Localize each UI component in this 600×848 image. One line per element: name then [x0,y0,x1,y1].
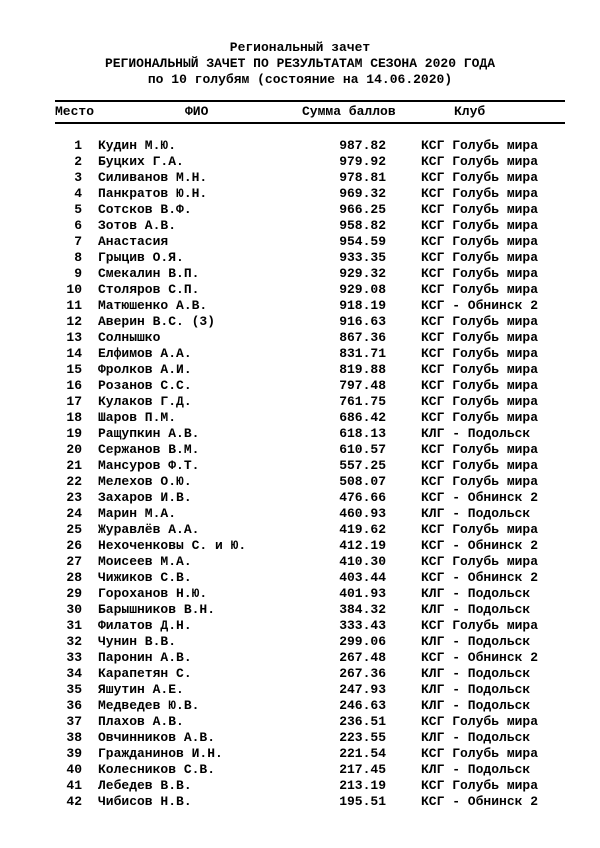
row-name: Овчинников А.В. [98,730,216,745]
row-club: КСГ Голубь мира [421,410,539,425]
table-row [0,538,600,554]
row-score: 412.19 [339,538,386,553]
row-place: 10 [66,282,82,297]
row-score: 247.93 [339,682,386,697]
row-place: 15 [66,362,82,377]
row-score: 987.82 [339,138,386,153]
row-score: 819.88 [339,362,386,377]
row-club: КЛГ - Подольск [421,682,531,697]
row-club: КСГ Голубь мира [421,442,539,457]
row-name: Зотов А.В. [98,218,177,233]
row-score: 267.36 [339,666,386,681]
header-rule [55,122,565,124]
row-place: 36 [66,698,82,713]
column-name-header: ФИО [185,104,209,119]
row-name: Столяров С.П. [98,282,200,297]
row-place: 24 [66,506,82,521]
row-club: КЛГ - Подольск [421,698,531,713]
row-score: 403.44 [339,570,386,585]
row-name: Сержанов В.М. [98,442,200,457]
row-place: 25 [66,522,82,537]
row-place: 16 [66,378,82,393]
table-row [0,218,600,234]
row-club: КЛГ - Подольск [421,506,531,521]
table-row [0,778,600,794]
document-header [0,40,600,88]
row-place: 17 [66,394,82,409]
row-place: 21 [66,458,82,473]
row-name: Медведев Ю.В. [98,698,200,713]
row-score: 797.48 [339,378,386,393]
row-score: 460.93 [339,506,386,521]
table-row [0,474,600,490]
table-row [0,426,600,442]
row-score: 618.13 [339,426,386,441]
row-name: Анастасия [98,234,169,249]
row-name: Моисеев М.А. [98,554,192,569]
row-place: 12 [66,314,82,329]
row-place: 38 [66,730,82,745]
row-score: 401.93 [339,586,386,601]
row-name: Чунин В.В. [98,634,177,649]
row-name: Лебедев В.В. [98,778,192,793]
row-club: КСГ - Обнинск 2 [421,650,539,665]
table-row [0,458,600,474]
row-place: 9 [74,266,82,281]
row-score: 978.81 [339,170,386,185]
row-club: КСГ Голубь мира [421,170,539,185]
row-club: КСГ Голубь мира [421,346,539,361]
row-score: 213.19 [339,778,386,793]
row-club: КСГ Голубь мира [421,234,539,249]
row-club: КСГ Голубь мира [421,362,539,377]
row-club: КЛГ - Подольск [421,634,531,649]
row-club: КЛГ - Подольск [421,586,531,601]
table-row [0,490,600,506]
table-row [0,442,600,458]
row-score: 508.07 [339,474,386,489]
row-club: КСГ Голубь мира [421,202,539,217]
row-name: Паронин А.В. [98,650,192,665]
table-row [0,346,600,362]
row-name: Мансуров Ф.Т. [98,458,200,473]
row-score: 966.25 [339,202,386,217]
table-row [0,570,600,586]
row-club: КСГ Голубь мира [421,474,539,489]
row-name: Кулаков Г.Д. [98,394,192,409]
row-club: КСГ - Обнинск 2 [421,490,539,505]
row-club: КСГ Голубь мира [421,282,539,297]
table-row [0,250,600,266]
table-row [0,762,600,778]
row-place: 14 [66,346,82,361]
row-place: 37 [66,714,82,729]
table-row [0,314,600,330]
table-row [0,266,600,282]
row-place: 35 [66,682,82,697]
row-name: Гороханов Н.Ю. [98,586,208,601]
row-score: 476.66 [339,490,386,505]
row-club: КСГ Голубь мира [421,186,539,201]
row-score: 958.82 [339,218,386,233]
row-name: Мелехов О.Ю. [98,474,192,489]
table-row [0,202,600,218]
row-place: 6 [74,218,82,233]
row-club: КСГ Голубь мира [421,378,539,393]
table-header [0,104,600,120]
row-name: Шаров П.М. [98,410,177,425]
row-club: КСГ Голубь мира [421,250,539,265]
row-place: 23 [66,490,82,505]
table-row [0,234,600,250]
table-row [0,554,600,570]
row-club: КСГ - Обнинск 2 [421,794,539,809]
results-table [0,138,600,810]
row-score: 223.55 [339,730,386,745]
row-club: КСГ Голубь мира [421,458,539,473]
row-place: 13 [66,330,82,345]
row-score: 217.45 [339,762,386,777]
row-club: КСГ - Обнинск 2 [421,538,539,553]
table-row [0,298,600,314]
table-row [0,634,600,650]
row-place: 8 [74,250,82,265]
row-place: 26 [66,538,82,553]
row-name: Филатов Д.Н. [98,618,192,633]
row-place: 3 [74,170,82,185]
table-row [0,362,600,378]
row-name: Марин М.А. [98,506,177,521]
row-name: Ращупкин А.В. [98,426,200,441]
row-name: Грыцив О.Я. [98,250,184,265]
table-row [0,650,600,666]
row-name: Матюшенко А.В. [98,298,208,313]
row-score: 557.25 [339,458,386,473]
row-place: 40 [66,762,82,777]
row-name: Сотсков В.Ф. [98,202,192,217]
column-place-header: Место [55,104,95,119]
row-name: Карапетян С. [98,666,192,681]
row-name: Кудин М.Ю. [98,138,177,153]
row-club: КСГ Голубь мира [421,746,539,761]
row-club: КЛГ - Подольск [421,426,531,441]
row-score: 969.32 [339,186,386,201]
row-score: 299.06 [339,634,386,649]
row-name: Чибисов Н.В. [98,794,192,809]
table-row [0,154,600,170]
row-score: 867.36 [339,330,386,345]
table-row [0,522,600,538]
row-score: 916.63 [339,314,386,329]
row-name: Журавлёв А.А. [98,522,200,537]
row-score: 918.19 [339,298,386,313]
table-row [0,698,600,714]
table-row [0,714,600,730]
row-name: Барышников В.Н. [98,602,216,617]
row-name: Яшутин А.Е. [98,682,184,697]
row-place: 22 [66,474,82,489]
row-club: КСГ - Обнинск 2 [421,570,539,585]
row-name: Солнышко [98,330,161,345]
row-club: КЛГ - Подольск [421,602,531,617]
row-score: 246.63 [339,698,386,713]
table-row [0,506,600,522]
row-club: КСГ Голубь мира [421,266,539,281]
row-score: 831.71 [339,346,386,361]
row-name: Нехоченковы С. и Ю. [98,538,247,553]
row-club: КСГ Голубь мира [421,314,539,329]
column-score-header: Сумма баллов [302,104,396,119]
table-row [0,378,600,394]
row-name: Колесников С.В. [98,762,216,777]
row-name: Чижиков С.В. [98,570,192,585]
row-name: Силиванов М.Н. [98,170,208,185]
row-club: КСГ Голубь мира [421,618,539,633]
row-name: Аверин В.С. (3) [98,314,216,329]
row-name: Буцких Г.А. [98,154,184,169]
row-score: 761.75 [339,394,386,409]
row-club: КСГ Голубь мира [421,138,539,153]
table-row [0,282,600,298]
row-place: 31 [66,618,82,633]
row-place: 33 [66,650,82,665]
table-row [0,138,600,154]
row-club: КСГ Голубь мира [421,330,539,345]
row-club: КЛГ - Подольск [421,730,531,745]
top-rule [55,100,565,102]
row-club: КСГ Голубь мира [421,554,539,569]
document-title: РЕГИОНАЛЬНЫЙ ЗАЧЕТ ПО РЕЗУЛЬТАТАМ СЕЗОНА 2020 ГОДА [104,56,496,71]
table-row [0,730,600,746]
table-row [0,746,600,762]
row-score: 954.59 [339,234,386,249]
row-score: 384.32 [339,602,386,617]
row-score: 267.48 [339,650,386,665]
row-club: КСГ Голубь мира [421,522,539,537]
table-row [0,682,600,698]
table-row [0,618,600,634]
table-row [0,394,600,410]
row-score: 419.62 [339,522,386,537]
row-club: КСГ Голубь мира [421,778,539,793]
row-place: 18 [66,410,82,425]
row-place: 30 [66,602,82,617]
row-club: КСГ Голубь мира [421,218,539,233]
table-row [0,410,600,426]
row-place: 7 [74,234,82,249]
row-score: 333.43 [339,618,386,633]
column-club-header: Клуб [454,104,486,119]
row-place: 1 [74,138,82,153]
row-score: 933.35 [339,250,386,265]
row-place: 39 [66,746,82,761]
row-name: Елфимов А.А. [98,346,192,361]
document-caption: по 10 голубям (состояние на 14.06.2020) [147,72,453,87]
table-row [0,602,600,618]
table-row [0,586,600,602]
row-place: 29 [66,586,82,601]
row-name: Панкратов Ю.Н. [98,186,208,201]
row-club: КЛГ - Подольск [421,762,531,777]
row-name: Смекалин В.П. [98,266,200,281]
row-club: КЛГ - Подольск [421,666,531,681]
row-score: 221.54 [339,746,386,761]
table-row [0,794,600,810]
row-place: 2 [74,154,82,169]
row-place: 42 [66,794,82,809]
row-place: 34 [66,666,82,681]
row-score: 195.51 [339,794,386,809]
row-place: 19 [66,426,82,441]
row-score: 929.32 [339,266,386,281]
row-place: 4 [74,186,82,201]
row-name: Захаров И.В. [98,490,192,505]
row-place: 20 [66,442,82,457]
row-name: Розанов С.С. [98,378,192,393]
row-score: 979.92 [339,154,386,169]
row-place: 11 [66,298,82,313]
row-club: КСГ - Обнинск 2 [421,298,539,313]
row-club: КСГ Голубь мира [421,394,539,409]
row-name: Гражданинов И.Н. [98,746,223,761]
table-row [0,666,600,682]
header-subtitle: Региональный зачет [229,40,371,55]
row-score: 686.42 [339,410,386,425]
row-place: 28 [66,570,82,585]
row-place: 32 [66,634,82,649]
row-place: 5 [74,202,82,217]
row-score: 410.30 [339,554,386,569]
row-club: КСГ Голубь мира [421,714,539,729]
row-club: КСГ Голубь мира [421,154,539,169]
row-place: 27 [66,554,82,569]
row-score: 929.08 [339,282,386,297]
row-place: 41 [66,778,82,793]
row-name: Плахов А.В. [98,714,184,729]
table-row [0,330,600,346]
table-row [0,186,600,202]
row-score: 610.57 [339,442,386,457]
row-score: 236.51 [339,714,386,729]
row-name: Фролков А.И. [98,362,192,377]
table-row [0,170,600,186]
